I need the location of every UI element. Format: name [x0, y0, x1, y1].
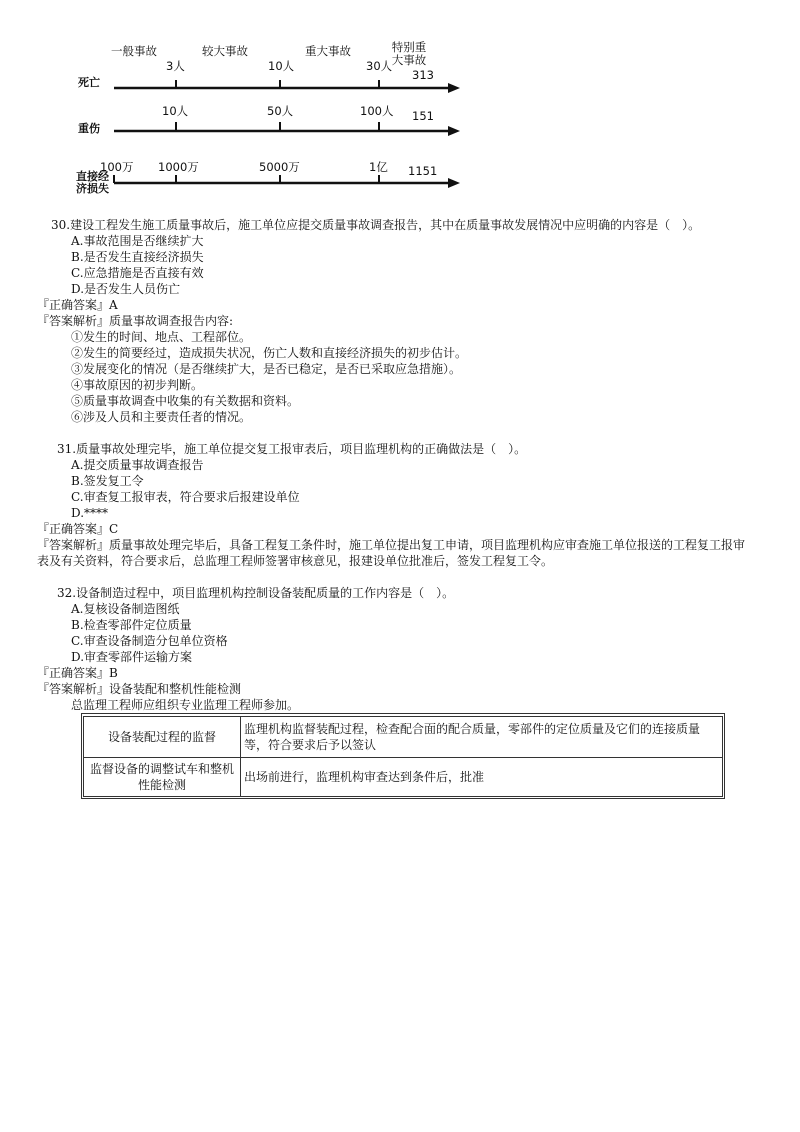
tick-label: 10人 — [162, 104, 189, 118]
option: C.应急措施是否直接有效 — [71, 266, 204, 280]
tick-label: 30人 — [366, 59, 393, 73]
row-label: 死亡 — [78, 76, 100, 89]
accident-level-diagram — [70, 30, 470, 205]
row-injury-arrow-icon — [448, 126, 460, 136]
tick-label: 1亿 — [369, 160, 388, 174]
option: D.审查零部件运输方案 — [71, 650, 193, 664]
row-death-arrow-icon — [448, 83, 460, 93]
option: D.是否发生人员伤亡 — [71, 282, 181, 296]
analysis-point: ③发展变化的情况（是否继续扩大，是否已稳定，是否已采取应急措施）。 — [71, 362, 462, 376]
table-cell-item: 设备装配过程的监督 — [84, 717, 241, 758]
answer-analysis: 『答案解析』质量事故调查报告内容: — [37, 314, 234, 328]
analysis-point: ⑥涉及人员和主要责任者的情况。 — [71, 410, 252, 424]
row-loss-arrow-icon — [448, 178, 460, 188]
row-end-value: 151 — [412, 109, 434, 123]
question-stem: 30.建设工程发生施工质量事故后，施工单位应提交质量事故调查报告，其中在质量事故发展情况中应明确的内容是（ ）。 — [51, 218, 701, 232]
table-row — [84, 717, 723, 758]
option: B.检查零部件定位质量 — [71, 618, 192, 632]
answer-analysis: 『答案解析』质量事故处理完毕后，具备工程复工条件时，施工单位提出复工申请，项目监理机构应审查施工单位报送的工程复工报审表及有关资料，符合要求后，总监理工程师签署审核意见，报建设单位批准后，签发工程复工令。 — [37, 538, 746, 568]
correct-answer: 『正确答案』A — [37, 298, 118, 312]
row-label: 直接经济损失 — [76, 170, 109, 195]
correct-answer: 『正确答案』B — [37, 666, 118, 680]
category-label: 特别重大事故 — [391, 40, 427, 67]
option: A.复核设备制造图纸 — [71, 602, 180, 616]
correct-answer: 『正确答案』C — [37, 522, 119, 536]
tick-label: 3人 — [166, 59, 185, 73]
supervision-table-frame — [81, 713, 725, 799]
answer-analysis: 『答案解析』设备装配和整机性能检测 — [37, 682, 242, 696]
option: A.事故范围是否继续扩大 — [71, 234, 204, 248]
analysis-point: ⑤质量事故调查中收集的有关数据和资料。 — [71, 394, 300, 408]
option: A.提交质量事故调查报告 — [71, 458, 204, 472]
option: C.审查复工报审表，符合要求后报建设单位 — [71, 490, 300, 504]
analysis-note: 总监理工程师应组织专业监理工程师参加。 — [71, 698, 300, 712]
category-label: 较大事故 — [202, 44, 248, 58]
question-stem: 31.质量事故处理完毕，施工单位提交复工报审表后，项目监理机构的正确做法是（ ）。 — [57, 442, 527, 456]
option: D.**** — [71, 506, 109, 520]
analysis-point: ④事故原因的初步判断。 — [71, 378, 204, 392]
analysis-point: ②发生的简要经过，造成损失状况，伤亡人数和直接经济损失的初步估计。 — [71, 346, 468, 360]
row-end-value: 1151 — [408, 164, 438, 178]
table-cell-content: 监理机构监督装配过程，检查配合面的配合质量，零部件的定位质量及它们的连接质量等，符合要求后予以签认 — [241, 717, 723, 758]
tick-label: 100万 — [100, 160, 134, 174]
row-end-value: 313 — [412, 68, 434, 82]
tick-label: 1000万 — [158, 160, 199, 174]
document-body — [37, 217, 756, 803]
category-label: 重大事故 — [305, 44, 351, 58]
tick-label: 10人 — [268, 59, 295, 73]
option: B.签发复工令 — [71, 474, 144, 488]
row-label: 重伤 — [78, 122, 100, 135]
analysis-point: ①发生的时间、地点、工程部位。 — [71, 330, 252, 344]
tick-label: 50人 — [267, 104, 294, 118]
option: B.是否发生直接经济损失 — [71, 250, 204, 264]
table-row — [84, 758, 723, 797]
category-label: 一般事故 — [111, 44, 157, 58]
option: C.审查设备制造分包单位资格 — [71, 634, 228, 648]
question-stem: 32.设备制造过程中，项目监理机构控制设备装配质量的工作内容是（ ）。 — [57, 586, 455, 600]
table-cell-item: 监督设备的调整试车和整机性能检测 — [84, 758, 241, 797]
tick-label: 100人 — [360, 104, 394, 118]
table-cell-content: 出场前进行，监理机构审查达到条件后，批准 — [241, 758, 723, 797]
supervision-table — [83, 716, 723, 797]
tick-label: 5000万 — [259, 160, 300, 174]
